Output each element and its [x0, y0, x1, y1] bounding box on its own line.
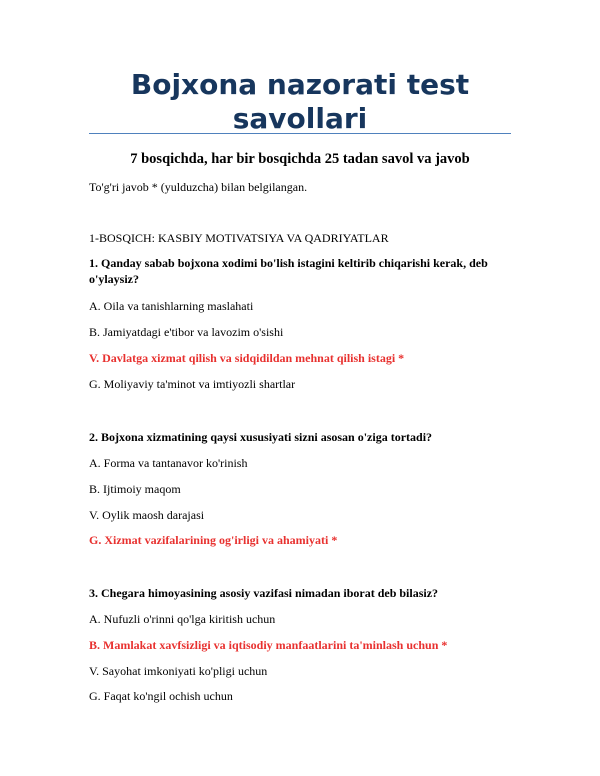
- answer-key-note: To'g'ri javob * (yulduzcha) bilan belgilangan.: [89, 180, 308, 194]
- section-heading: 1-BOSQICH: KASBIY MOTIVATSIYA VA QADRIYATLAR: [89, 231, 389, 245]
- question-1-option-g: G. Moliyaviy ta'minot va imtiyozli shartlar: [89, 377, 296, 391]
- document-title: Bojxona nazorati test savollari: [130, 68, 470, 135]
- question-3-option-a: A. Nufuzli o'rinni qo'lga kiritish uchun: [89, 612, 276, 626]
- question-2-option-g-correct: G. Xizmat vazifalarining og'irligi va ahamiyati *: [89, 533, 338, 547]
- question-1-option-v-correct: V. Davlatga xizmat qilish va sidqidildan mehnat qilish istagi *: [89, 351, 405, 365]
- document-subtitle: 7 bosqichda, har bir bosqichda 25 tadan savol va javob: [130, 151, 470, 167]
- question-2: 2. Bojxona xizmatining qaysi xususiyati sizni asosan o'ziga tortadi?: [89, 430, 433, 444]
- question-2-option-a: A. Forma va tantanavor ko'rinish: [89, 456, 248, 470]
- question-1-option-b: B. Jamiyatdagi e'tibor va lavozim o'sishi: [89, 325, 284, 339]
- question-1: 1. Qanday sabab bojxona xodimi bo'lish istagini keltirib chiqarishi kerak, deb o'ylaysiz?: [89, 256, 488, 286]
- question-1-option-a: A. Oila va tanishlarning maslahati: [89, 299, 254, 313]
- question-3: 3. Chegara himoyasining asosiy vazifasi nimadan iborat deb bilasiz?: [89, 586, 439, 600]
- question-3-option-v: V. Sayohat imkoniyati ko'pligi uchun: [89, 664, 268, 678]
- question-2-option-b: B. Ijtimoiy maqom: [89, 482, 181, 496]
- question-2-option-v: V. Oylik maosh darajasi: [89, 508, 205, 522]
- title-divider: [89, 133, 511, 134]
- question-3-option-b-correct: B. Mamlakat xavfsizligi va iqtisodiy manfaatlarini ta'minlash uchun *: [89, 638, 448, 652]
- question-3-option-g: G. Faqat ko'ngil ochish uchun: [89, 689, 233, 703]
